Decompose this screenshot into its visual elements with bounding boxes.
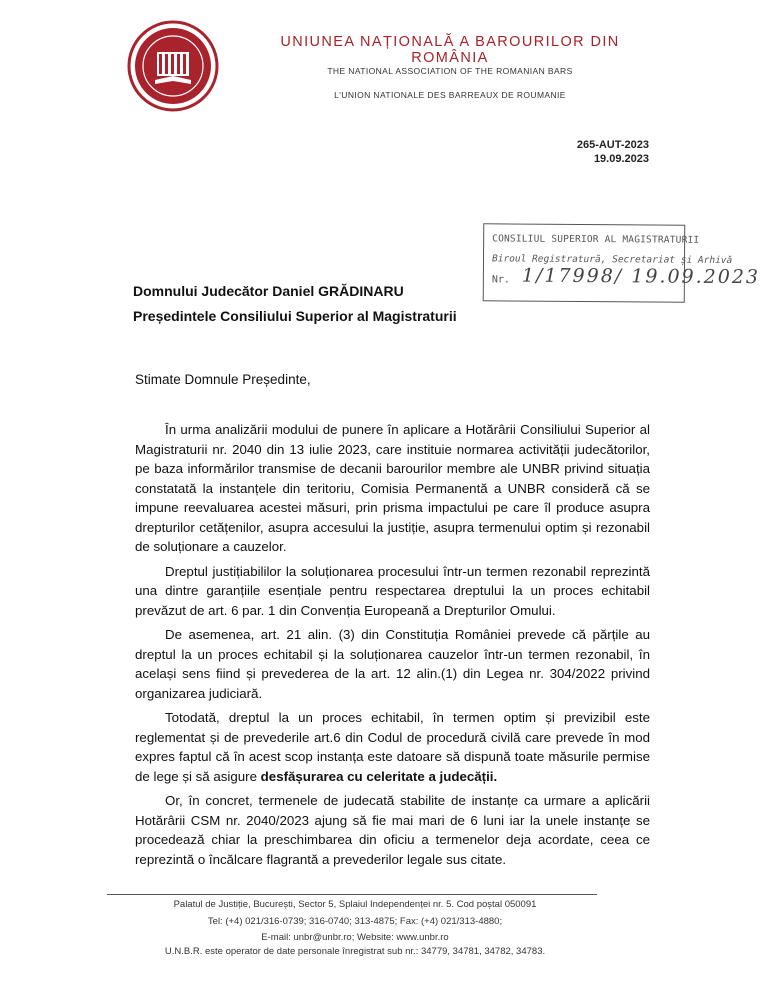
paragraph-1: În urma analizării modului de punere în aplicare a Hotărârii Consiliului Superior al Magistraturii nr. 2040 din 13 iulie 2023, care instituie normarea activității judecătorilor, pe baza informărilor transmise de decanii barourilor membre ale UNBR privind situația constatată la instanțele din teritoriu, Comisia Permanentă a UNBR consideră că se impune reevaluarea acestei măsuri, prin prisma impactului pe care îl produce asupra drepturilor cetățenilor, asupra accesului la justiție, asupra termenului optim și rezonabil de soluționare a cauzelor. xyxy=(135,422,650,554)
footer-divider xyxy=(107,894,597,895)
reference-number: 265-AUT-2023 xyxy=(576,139,649,151)
footer-address: Palatul de Justiție, București, Sector 5, Splaiul Independenței nr. 5. Cod poștal 050091 xyxy=(173,899,537,910)
stamp-number-label: Nr. xyxy=(491,274,510,286)
addressee-title: Președintele Consiliului Superior al Magistraturii xyxy=(133,308,457,324)
registration-stamp xyxy=(483,223,760,302)
paragraph-3: De asemenea, art. 21 alin. (3) din Constituția României prevede că părțile au dreptul la un proces echitabil și la soluționarea cauzelor într-un termen rezonabil, în același sens fiind și prevederea de la art. 12 alin.(1) din Legea nr. 304/2022 privind organizarea judiciară. xyxy=(135,627,650,701)
unbr-logo xyxy=(127,20,219,112)
addressee-name: Domnului Judecător Daniel GRĂDINARU xyxy=(133,283,404,299)
organization-name-ro: UNIUNEA NAȚIONALĂ A BAROURILOR DIN ROMÂNIA xyxy=(280,34,620,66)
letter-body xyxy=(135,420,650,874)
reference-date: 19.09.2023 xyxy=(593,153,649,165)
organization-name-en: THE NATIONAL ASSOCIATION OF THE ROMANIAN BARS xyxy=(327,66,573,76)
organization-name-fr: L'UNION NATIONALE DES BARREAUX DE ROUMANIE xyxy=(334,90,566,100)
paragraph-4-text: Totodată, dreptul la un proces echitabil, în termen optim și previzibil este reglementat și de prevederile art.6 din Codul de procedură civilă care prevede în mod expres faptul că în acest scop instanța este datoare să dispună toate măsurile permise de lege și să asigure xyxy=(135,710,650,784)
paragraph-2: Dreptul justițiabililor la soluționarea procesului într-un termen rezonabil reprezintă una dintre garanțiile esențiale pentru respectarea dreptului la un proces echitabil prevăzut de art. 6 par. 1 din Convenția Europeană a Drepturilor Omului. xyxy=(135,563,650,618)
footer-gdpr: U.N.B.R. este operator de date personale înregistrat sub nr.: 34779, 34781, 34782, 34783. xyxy=(164,946,546,957)
paragraph-5: Or, în concret, termenele de judecată stabilite de instanțe ca urmare a aplicării Hotărârii CSM nr. 2040/2023 ajung să fie mai mari de 6 luni iar la unele instanțe se procedează chiar la preschimbarea din oficiu a termenelor deja acordate, ceea ce reprezintă o încălcare flagrantă a prevederilor legale sus citate. xyxy=(135,793,650,867)
footer-phones: Tel: (+4) 021/316-0739; 316-0740; 313-4875; Fax: (+4) 021/313-4880; xyxy=(207,916,503,927)
paragraph-4 xyxy=(135,708,650,786)
stamp-institution: CONSILIUL SUPERIOR AL MAGISTRATURII xyxy=(492,233,700,246)
salutation: Stimate Domnule Președinte, xyxy=(135,372,311,387)
paragraph-4-bold: desfășurarea cu celeritate a judecății. xyxy=(260,768,498,784)
footer-contact: E-mail: unbr@unbr.ro; Website: www.unbr.ro xyxy=(261,932,449,943)
stamp-office: Biroul Registratură, Secretariat și Arhivă xyxy=(491,253,733,267)
stamp-handwritten-number: 1/17998/ 19.09.2023 xyxy=(521,264,760,289)
